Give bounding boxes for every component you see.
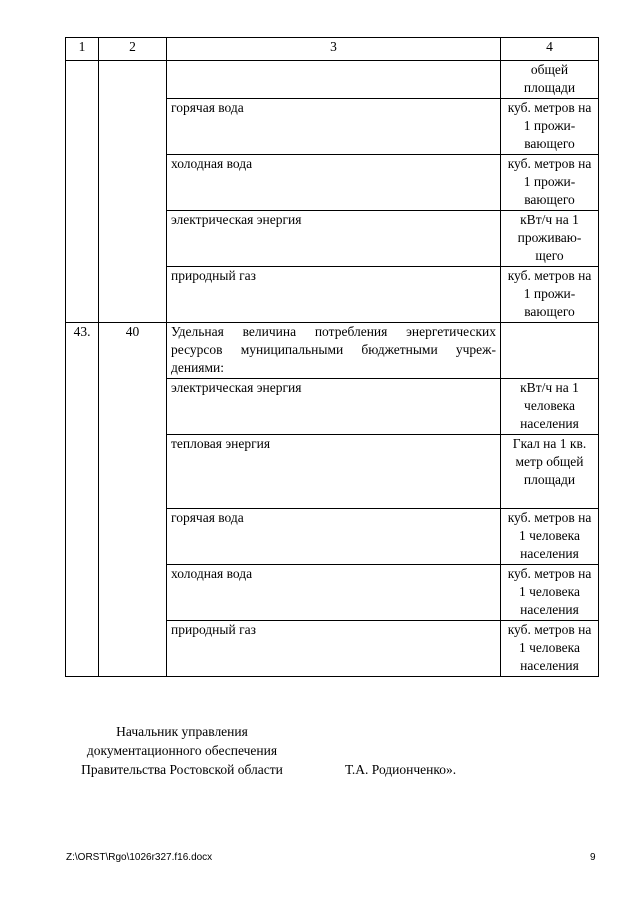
table-row bbox=[66, 323, 599, 379]
header-col-1: 1 bbox=[66, 38, 99, 61]
signatory-name: Т.А. Родионченко». bbox=[345, 762, 457, 777]
resource-name: горячая вода bbox=[167, 509, 501, 565]
unit-cell: кВт/ч на 1 человека населения bbox=[501, 379, 599, 435]
resource-name: природный газ bbox=[167, 621, 501, 677]
table-header-row bbox=[66, 38, 599, 61]
row-number-cell: 43. bbox=[66, 323, 99, 677]
resource-name: электрическая энергия bbox=[167, 211, 501, 267]
unit-cell: куб. метров на 1 прожи-вающего bbox=[501, 267, 599, 323]
signature-line-3: Правительства Ростовской области bbox=[81, 762, 283, 777]
resource-name: электрическая энергия bbox=[167, 379, 501, 435]
unit-cell: кВт/ч на 1 проживаю-щего bbox=[501, 211, 599, 267]
unit-cell: куб. метров на 1 прожи-вающего bbox=[501, 99, 599, 155]
resource-name: тепловая энергия bbox=[167, 435, 501, 509]
unit-cell: куб. метров на 1 человека населения bbox=[501, 565, 599, 621]
resource-name: природный газ bbox=[167, 267, 501, 323]
resource-name: холодная вода bbox=[167, 155, 501, 211]
indicator-number-cell: 40 bbox=[99, 323, 167, 677]
header-col-4: 4 bbox=[501, 38, 599, 61]
resource-name: горячая вода bbox=[167, 99, 501, 155]
row-number-cell bbox=[66, 61, 99, 323]
indicator-number-cell bbox=[99, 61, 167, 323]
table-row bbox=[66, 61, 599, 99]
signature-title bbox=[66, 722, 298, 779]
unit-cell bbox=[501, 323, 599, 379]
indicators-table bbox=[65, 37, 599, 677]
resource-name: холодная вода bbox=[167, 565, 501, 621]
signature-line-2: документационного обеспечения bbox=[86, 743, 278, 758]
header-col-3: 3 bbox=[167, 38, 501, 61]
page-number: 9 bbox=[590, 852, 596, 863]
unit-cell: общей площади bbox=[501, 61, 599, 99]
unit-cell: куб. метров на 1 человека населения bbox=[501, 509, 599, 565]
indicator-title: Удельная величина потребления энергетических ресурсов муниципальными бюджетными учреж-дениями: bbox=[167, 323, 501, 379]
unit-cell: куб. метров на 1 прожи-вающего bbox=[501, 155, 599, 211]
unit-cell: Гкал на 1 кв. метр общей площади bbox=[501, 435, 599, 509]
header-col-2: 2 bbox=[99, 38, 167, 61]
footer-file-path: Z:\ORST\Rgo\1026r327.f16.docx bbox=[66, 852, 213, 863]
signature-line-1: Начальник управления bbox=[116, 724, 248, 739]
unit-cell: куб. метров на 1 человека населения bbox=[501, 621, 599, 677]
resource-name bbox=[167, 61, 501, 99]
